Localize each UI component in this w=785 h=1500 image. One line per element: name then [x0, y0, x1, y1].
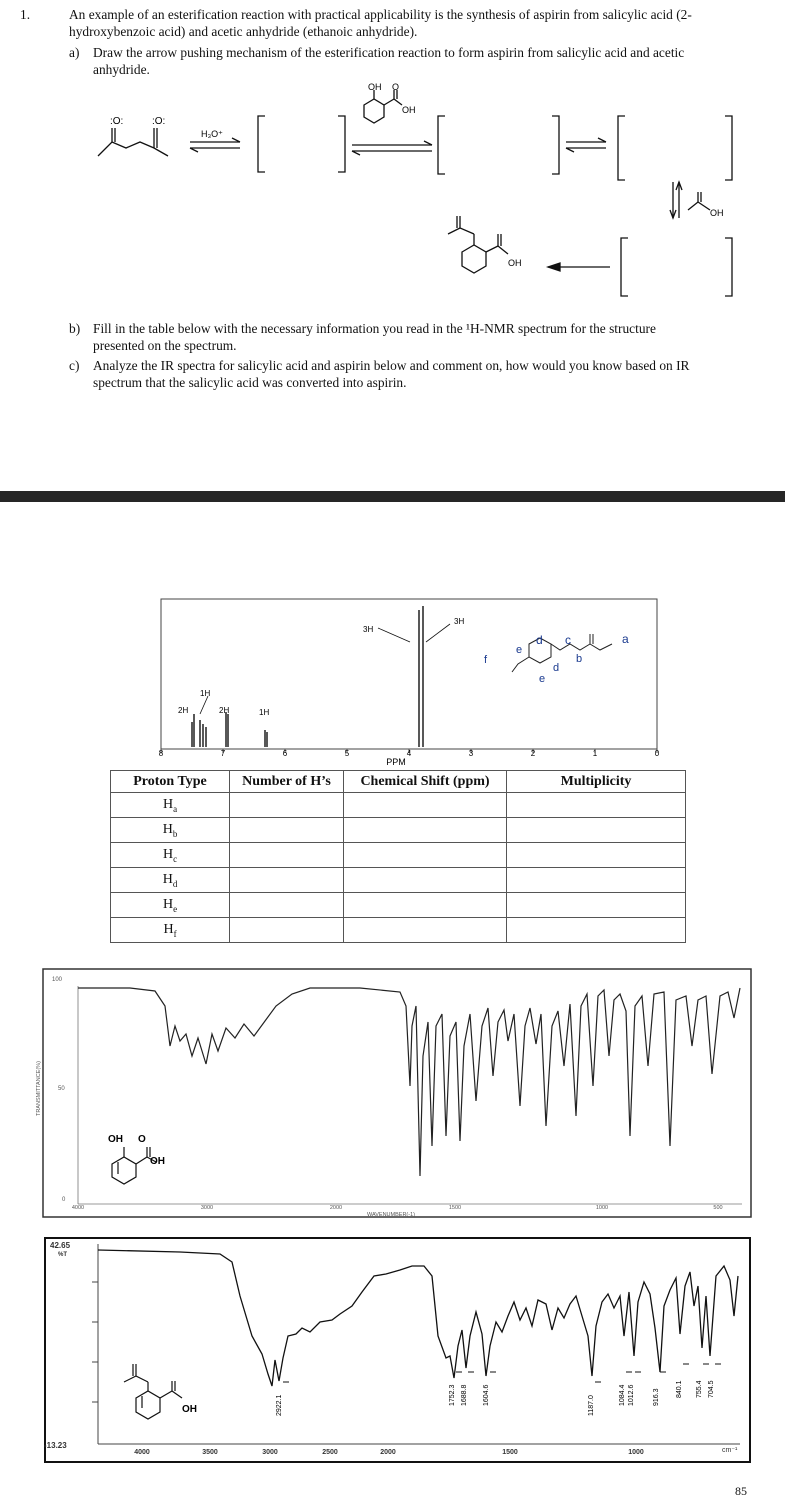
- acetic-anhydride-structure: [98, 128, 168, 156]
- chemical-shift-cell[interactable]: [344, 793, 507, 818]
- nmr-spectrum: [140, 596, 680, 770]
- oh-label-acid: OH: [402, 105, 416, 115]
- nmr-tick-label: 1: [592, 749, 598, 758]
- ir2-xtick-label: 3500: [202, 1449, 218, 1456]
- ir2-peak-label: 704.5: [708, 1380, 715, 1398]
- header-number-of-h: Number of H’s: [230, 771, 344, 793]
- ir1-o-label: O: [138, 1134, 146, 1145]
- nmr-integration-4: 1H: [259, 708, 270, 717]
- multiplicity-cell[interactable]: [507, 918, 686, 943]
- part-b-line-2: presented on the spectrum.: [93, 338, 237, 353]
- acetic-acid-structure: [688, 192, 710, 210]
- ir2-y-unit: %T: [58, 1252, 67, 1258]
- part-c-line-2: spectrum that the salicylic acid was converted into aspirin.: [93, 375, 407, 390]
- ir2-peak-label: 1604.6: [483, 1384, 490, 1406]
- oh-label-aspirin: OH: [508, 258, 522, 268]
- ir2-peak-label: 1752.3: [449, 1384, 456, 1406]
- proton-type-cell: $H_a$: [111, 793, 230, 818]
- salicylic-acid-structure-top: [364, 90, 402, 123]
- ir2-peak-label: 2922.1: [276, 1394, 283, 1416]
- multiplicity-cell[interactable]: [507, 793, 686, 818]
- chemical-shift-cell[interactable]: [344, 918, 507, 943]
- nmr-label-b: b: [576, 653, 583, 665]
- part-a-line-1: Draw the arrow pushing mechanism of the esterification reaction to form aspirin from salicylic acid and acetic: [93, 45, 685, 60]
- ir1-xlabel: WAVENUMBER(-1): [367, 1212, 415, 1218]
- ir2-xtick-label: 2500: [322, 1449, 338, 1456]
- ir2-x-ticks: [134, 1449, 644, 1456]
- ir2-xtick-label: 3000: [262, 1449, 278, 1456]
- nmr-frame: [161, 599, 657, 749]
- part-a-line-2: anhydride.: [93, 62, 150, 77]
- nmr-table-header-row: [111, 771, 686, 793]
- ir1-xtick-label: 500: [713, 1205, 723, 1211]
- page-number: 85: [735, 1484, 747, 1498]
- nmr-integration-6: 3H: [454, 617, 465, 626]
- ir1-ytick-100: 100: [52, 977, 63, 983]
- ir-spectrum-salicylic-acid: [30, 966, 756, 1220]
- vertical-equilibrium-arrow: [670, 182, 682, 218]
- nmr-tick-label: 7: [220, 749, 226, 758]
- ir2-xtick-label: 1500: [502, 1449, 518, 1456]
- nmr-tick-label: 0: [654, 749, 660, 758]
- ir1-xtick-label: 3000: [200, 1205, 214, 1211]
- nmr-structure: [512, 634, 612, 672]
- chemical-shift-cell[interactable]: [344, 818, 507, 843]
- number-of-h-cell[interactable]: [230, 918, 344, 943]
- question-number: 1.: [20, 7, 31, 22]
- mechanism-scheme: [0, 78, 785, 303]
- ir2-trace: [98, 1250, 738, 1386]
- nmr-table: [110, 770, 686, 943]
- intro-line-1: An example of an esterification reaction with practical applicability is the synthesis of aspirin from salicylic acid (2-: [69, 7, 692, 22]
- ir2-peak-label: 840.1: [676, 1380, 683, 1398]
- catalyst-label: H₃O⁺: [201, 129, 223, 139]
- nmr-xlabel: PPM: [386, 757, 406, 767]
- ir1-ytick-50: 50: [58, 1086, 65, 1092]
- intro-line-2: hydroxybenzoic acid) and acetic anhydride (ethanoic anhydride).: [69, 24, 418, 39]
- question-intro: [69, 6, 769, 40]
- equilibrium-arrow-1: [190, 138, 240, 152]
- ir1-xtick-label: 4000: [71, 1205, 85, 1211]
- o-label-top: O: [392, 82, 400, 92]
- ir1-xtick-label: 2000: [329, 1205, 343, 1211]
- ir1-oh-label: OH: [108, 1134, 123, 1145]
- oh-label-top: OH: [368, 82, 382, 92]
- nmr-tick-label: 6: [282, 749, 288, 758]
- nmr-label-e1: e: [516, 644, 523, 656]
- ir2-xtick-label: 4000: [134, 1449, 150, 1456]
- ir2-xtick-label: 2000: [380, 1449, 396, 1456]
- ir1-xtick-label: 1500: [448, 1205, 462, 1211]
- number-of-h-cell[interactable]: [230, 793, 344, 818]
- ir2-structure: [124, 1364, 182, 1419]
- nmr-label-e2: e: [539, 673, 546, 685]
- chemical-shift-cell[interactable]: [344, 893, 507, 918]
- part-b-line-1: Fill in the table below with the necessary information you read in the ¹H-NMR spectrum for the structure: [93, 321, 656, 336]
- number-of-h-cell[interactable]: [230, 868, 344, 893]
- ir2-y-top: 42.65: [50, 1241, 71, 1250]
- proton-type-cell: $H_b$: [111, 818, 230, 843]
- ir1-ylabel: TRANSMITTANCE(%): [36, 1061, 42, 1116]
- nmr-label-d2: d: [553, 662, 560, 674]
- proton-type-cell: $H_f$: [111, 918, 230, 943]
- nmr-table-row: [111, 818, 686, 843]
- number-of-h-cell[interactable]: [230, 843, 344, 868]
- number-of-h-cell[interactable]: [230, 893, 344, 918]
- multiplicity-cell[interactable]: [507, 868, 686, 893]
- oh-label-acetic: OH: [710, 208, 724, 218]
- ir2-xtick-label: 1000: [628, 1449, 644, 1456]
- ir2-peak-label: 1084.4: [619, 1384, 626, 1406]
- ir2-x-unit: cm⁻¹: [722, 1447, 738, 1454]
- nmr-label-c: c: [565, 633, 571, 647]
- aspirin-structure: [448, 216, 508, 273]
- nmr-tick-label: 3: [468, 749, 474, 758]
- part-a-label: a): [69, 45, 80, 60]
- ir1-ytick-0: 0: [62, 1197, 66, 1203]
- nmr-peaks: [192, 606, 423, 747]
- ir2-peak-labels: [276, 1364, 721, 1416]
- ir1-xtick-label: 1000: [595, 1205, 609, 1211]
- lone-pair-label-1: :O:: [110, 116, 124, 127]
- nmr-integration-5: 3H: [363, 625, 374, 634]
- lone-pair-label-2: :O:: [152, 116, 166, 127]
- equilibrium-arrow-2: [352, 141, 432, 155]
- header-chemical-shift: Chemical Shift (ppm): [344, 771, 507, 793]
- part-c-line-1: Analyze the IR spectra for salicylic acid and aspirin below and comment on, how would you know based on IR: [93, 358, 690, 373]
- nmr-integration-1: 1H: [200, 689, 211, 698]
- ir1-oh-label-acid: OH: [150, 1156, 165, 1167]
- part-a-text: [93, 44, 773, 78]
- nmr-table-row: [111, 843, 686, 868]
- nmr-tick-label: 8: [158, 749, 164, 758]
- reaction-arrow-final: [548, 263, 610, 271]
- part-b-text: [93, 320, 773, 354]
- nmr-tick-label: 5: [344, 749, 350, 758]
- page-divider: [0, 491, 785, 502]
- multiplicity-cell[interactable]: [507, 893, 686, 918]
- nmr-label-a: a: [622, 632, 629, 646]
- chemical-shift-cell[interactable]: [344, 868, 507, 893]
- header-multiplicity: Multiplicity: [507, 771, 686, 793]
- nmr-table-row: [111, 793, 686, 818]
- ir2-peak-label: 1187.0: [588, 1395, 595, 1416]
- part-b-label: b): [69, 321, 81, 336]
- ir2-frame: [45, 1238, 750, 1462]
- ir2-y-bottom: -13.23: [44, 1441, 67, 1450]
- nmr-axis-ticks: [159, 749, 660, 758]
- proton-type-cell: $H_d$: [111, 868, 230, 893]
- multiplicity-cell[interactable]: [507, 843, 686, 868]
- number-of-h-cell[interactable]: [230, 818, 344, 843]
- nmr-integration-2: 2H: [178, 706, 189, 715]
- part-c-text: [93, 357, 773, 391]
- nmr-tick-label: 4: [406, 749, 412, 758]
- nmr-label-f: f: [484, 654, 488, 666]
- chemical-shift-cell[interactable]: [344, 843, 507, 868]
- nmr-tick-label: 2: [530, 749, 536, 758]
- part-c-label: c): [69, 358, 80, 373]
- ir2-peak-label: 1012.6: [628, 1384, 635, 1406]
- ir2-peak-label: 916.3: [653, 1388, 660, 1406]
- ir2-oh-label: OH: [182, 1404, 197, 1415]
- ir1-frame: [43, 969, 751, 1217]
- proton-type-cell: $H_e$: [111, 893, 230, 918]
- ir1-x-ticks: [72, 1205, 723, 1211]
- nmr-label-d1: d: [536, 633, 543, 647]
- nmr-table-row: [111, 893, 686, 918]
- header-proton-type: Proton Type: [111, 771, 230, 793]
- nmr-table-row: [111, 918, 686, 943]
- proton-type-cell: $H_c$: [111, 843, 230, 868]
- nmr-table-row: [111, 868, 686, 893]
- ir1-trace: [78, 988, 740, 1176]
- multiplicity-cell[interactable]: [507, 818, 686, 843]
- equilibrium-arrow-3: [566, 138, 606, 152]
- nmr-integration-3: 2H: [219, 706, 230, 715]
- ir2-peak-label: 755.4: [696, 1380, 703, 1398]
- ir2-peak-label: 1688.8: [461, 1384, 468, 1406]
- ir-spectrum-aspirin: [40, 1236, 756, 1464]
